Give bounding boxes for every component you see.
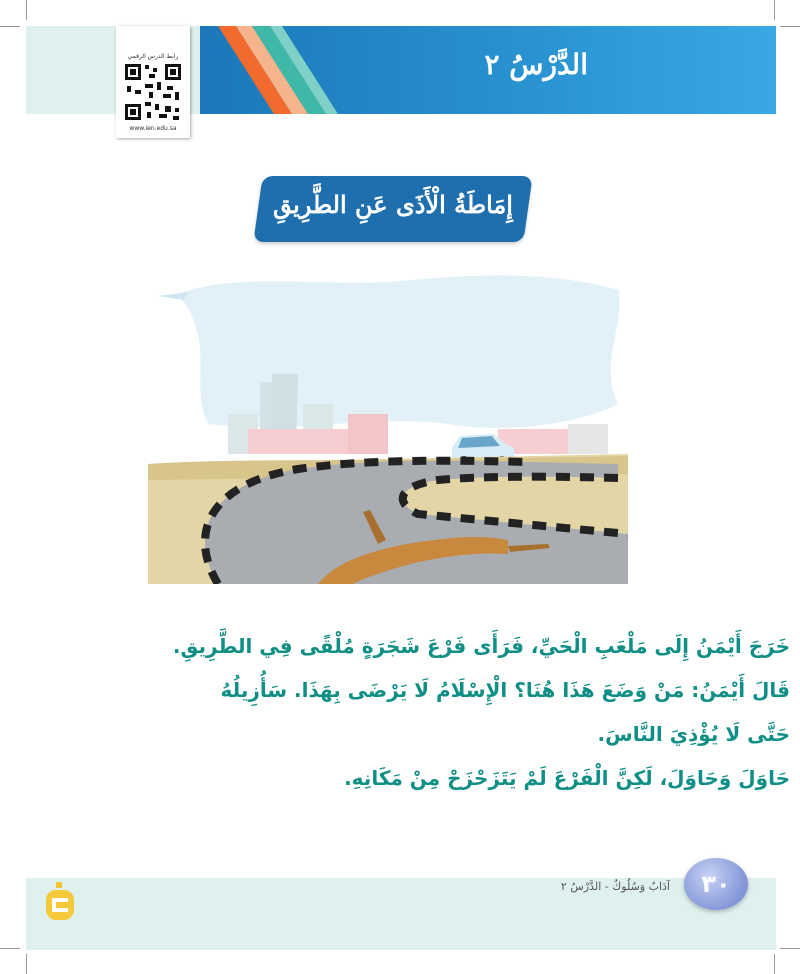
story-line: حَتَّى لَا يُؤْذِيَ النَّاسَ. — [597, 722, 790, 746]
lesson-label: الدَّرْسُ ٢ — [484, 48, 588, 81]
lesson-title: إِمَاطَةُ الْأَذَى عَنِ الطَّرِيقِ — [273, 190, 513, 219]
qr-title: رابط الدرس الرقمي — [127, 53, 179, 60]
crop-mark — [0, 26, 20, 27]
footer-book-info: آدَابٌ وَسُلُوكٌ - الدَّرْسُ ٢ — [560, 880, 670, 893]
story-line: حَاوَلَ وَحَاوَلَ، لَكِنَّ الْفَرْعَ لَمْ يَتَزَحْزَحْ مِنْ مَكَانِهِ. — [344, 766, 790, 790]
story-line: خَرَجَ أَيْمَنُ إِلَى مَلْعَبِ الْحَيِّ، فَرَأَى فَرْعَ شَجَرَةٍ مُلْقًى فِي الطَّرِيقِ. — [172, 634, 790, 658]
road-illustration — [148, 264, 628, 584]
crop-mark — [26, 954, 27, 974]
publisher-logo-icon — [42, 880, 78, 924]
story-line: قَالَ أَيْمَنُ: مَنْ وَضَعَ هَذَا هُنَا؟ الْإِسْلَامُ لَا يَرْضَى بِهَذَا. سَأُزِيلُهُ — [220, 678, 790, 702]
qr-card[interactable] — [116, 26, 190, 138]
crop-mark — [0, 948, 20, 949]
crop-mark — [26, 0, 27, 20]
crop-mark — [774, 954, 775, 974]
qr-code-icon — [123, 62, 183, 122]
crop-mark — [774, 0, 775, 20]
crop-mark — [780, 26, 800, 27]
qr-url[interactable]: www.ien.edu.sa — [129, 125, 177, 132]
crop-mark — [780, 948, 800, 949]
page-number-badge: ٣٠ — [684, 858, 748, 910]
